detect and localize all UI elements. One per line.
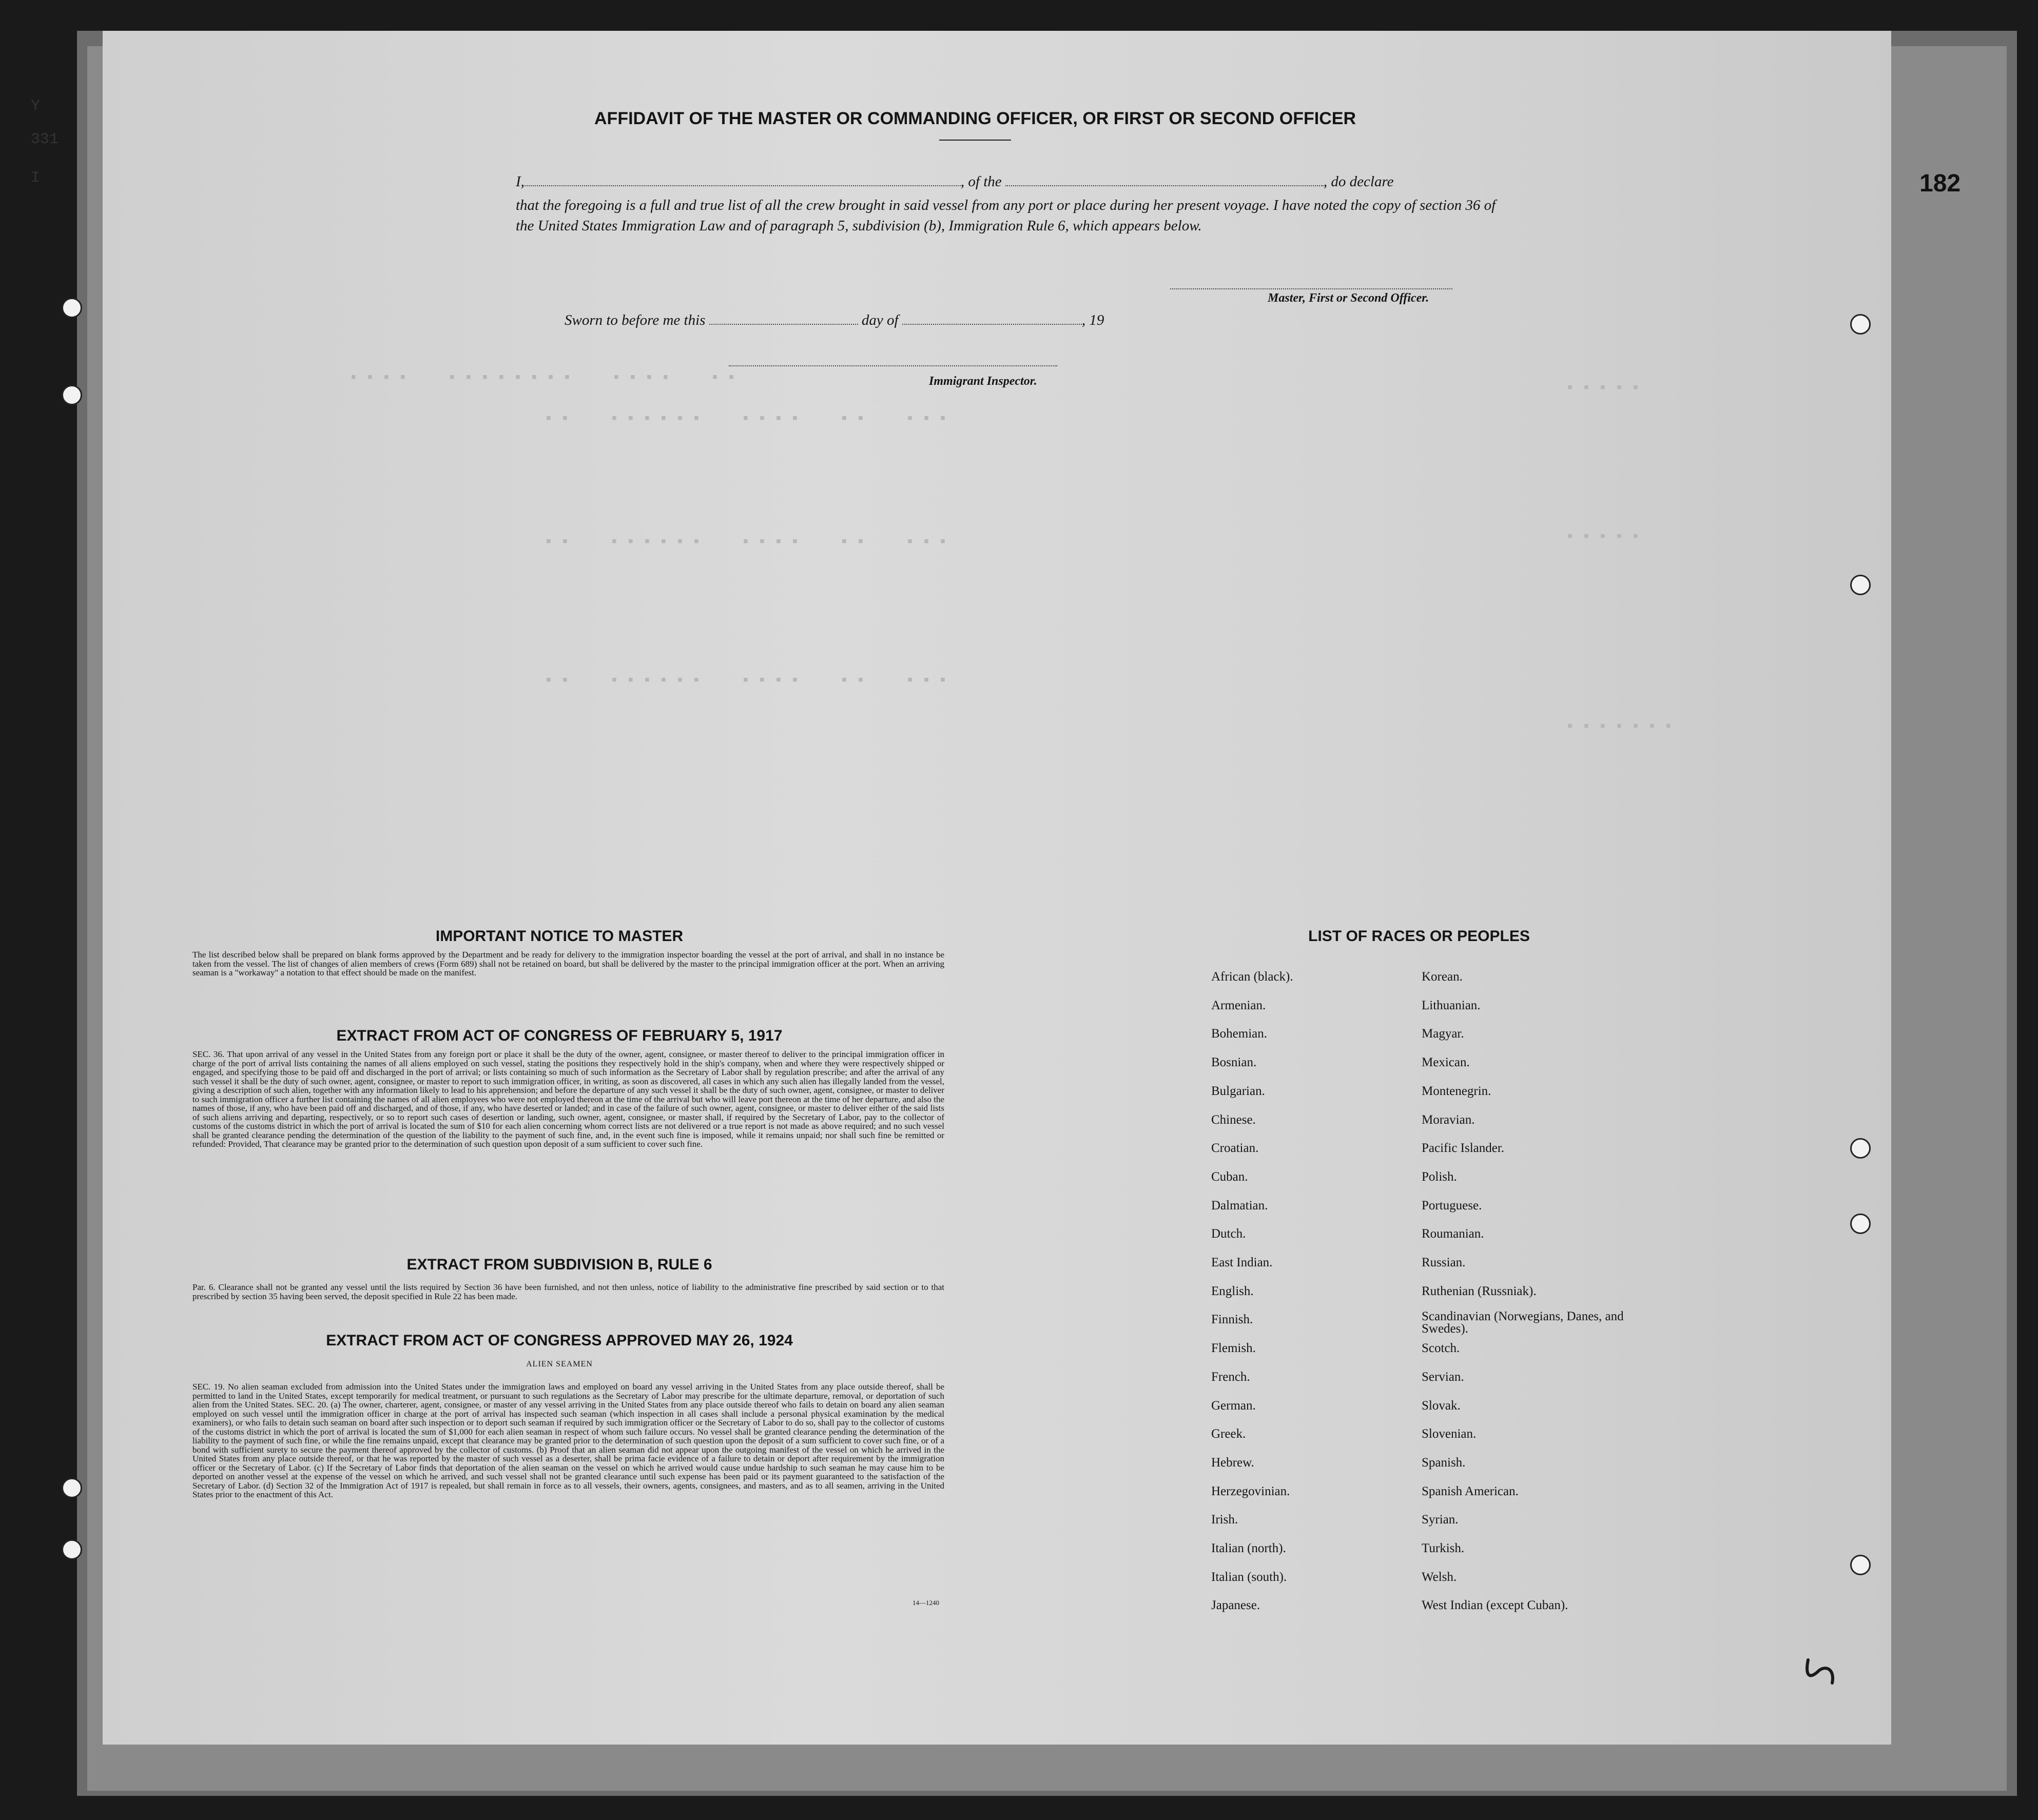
- edge-annotation: 331: [31, 131, 59, 148]
- race-left-item: Armenian.: [1211, 998, 1266, 1012]
- sworn-line: [565, 312, 1104, 329]
- affidavit-title: AFFIDAVIT OF THE MASTER OR COMMANDING OFFICER, OR FIRST OR SECOND OFFICER: [594, 109, 1356, 128]
- race-right-item: Spanish American.: [1422, 1484, 1519, 1498]
- race-left-item: Herzegovinian.: [1211, 1484, 1290, 1498]
- race-right-item: Roumanian.: [1422, 1227, 1484, 1241]
- race-left-item: Bosnian.: [1211, 1055, 1257, 1070]
- bleed-through-text: ▪▪▪▪▪: [1565, 529, 1648, 546]
- race-left-item: Croatian.: [1211, 1141, 1259, 1156]
- extract-1924-title: EXTRACT FROM ACT OF CONGRESS APPROVED MAY 26, 1924: [326, 1332, 793, 1349]
- race-left-item: Irish.: [1211, 1513, 1238, 1527]
- binder-hole: [1850, 1214, 1871, 1234]
- binder-hole: [62, 298, 82, 318]
- race-right-item: Welsh.: [1422, 1570, 1457, 1584]
- race-right-item: Mexican.: [1422, 1055, 1470, 1070]
- declaration-declare: , do declare: [1323, 173, 1394, 190]
- vessel-blank: [1005, 185, 1324, 186]
- race-right-item: Portuguese.: [1422, 1198, 1482, 1212]
- extract-1924-subtitle: ALIEN SEAMEN: [526, 1360, 593, 1368]
- sworn-year: , 19: [1081, 312, 1104, 328]
- notice-title: IMPORTANT NOTICE TO MASTER: [435, 928, 684, 945]
- binder-hole: [62, 1539, 82, 1560]
- extract-1917-title: EXTRACT FROM ACT OF CONGRESS OF FEBRUARY 5, 1917: [336, 1027, 783, 1044]
- race-left-item: Japanese.: [1211, 1598, 1260, 1613]
- bleed-through-text: ▪▪▪▪▪▪▪: [1565, 718, 1681, 736]
- race-right-item: Ruthenian (Russniak).: [1422, 1284, 1537, 1298]
- race-right-item: Pacific Islander.: [1422, 1141, 1505, 1156]
- race-right-item: West Indian (except Cuban).: [1422, 1598, 1568, 1613]
- declaration-i: I,: [516, 173, 525, 190]
- form-number: 14—1240: [913, 1599, 939, 1607]
- race-right-item: Lithuanian.: [1422, 998, 1481, 1012]
- bleed-through-text: ▪▪ ▪▪▪▪▪▪ ▪▪▪▪ ▪▪ ▪▪▪: [544, 534, 955, 551]
- race-left-item: Hebrew.: [1211, 1455, 1254, 1470]
- race-right-item: Moravian.: [1422, 1112, 1475, 1127]
- race-left-item: Finnish.: [1211, 1313, 1253, 1327]
- races-title: LIST OF RACES OR PEOPLES: [1308, 928, 1530, 945]
- bleed-through-text: ▪▪▪▪▪: [1565, 380, 1648, 397]
- race-right-item: Spanish.: [1422, 1455, 1466, 1470]
- sworn-prefix: Sworn to before me this: [565, 312, 706, 328]
- bleed-through-text: ▪▪▪▪ ▪▪▪▪▪▪▪▪ ▪▪▪▪ ▪▪: [349, 369, 744, 387]
- race-left-item: Flemish.: [1211, 1341, 1256, 1356]
- title-underline: [939, 140, 1011, 141]
- race-left-item: Chinese.: [1211, 1112, 1256, 1127]
- binder-hole: [62, 385, 82, 405]
- notice-text: The list described below shall be prepared on blank forms approved by the Department and be ready for delivery to the immigration inspector boarding the vessel at the port of arrival, and shall in no instance be taken from the vessel. The list of changes of alien members of crews (Form 689) shall not be retained on board, but shall be delivered by the master to the principal immigration officer at the port. When an arriving seaman is a "workaway" a notation to that effect should be made on the manifest.: [192, 950, 944, 977]
- extract-1924-text: SEC. 19. No alien seaman excluded from admission into the United States under the immigration laws and employed on board any vessel arriving in the United States from any place outside thereof, shall be permitted to land in the United States, except temporarily for medical treatment, or pursuant to such regulations as the Secretary of Labor may prescribe for the ultimate departure, removal, or deportation of such alien from the United States. SEC. 20. (a) The owner, charterer, agent, consignee, or master of any vessel arriving in the United States from any place outside thereof who fails to detain on board any alien seaman employed on such vessel until the immigration officer in charge at the port of arrival has inspected such seaman (which inspection in all cases shall include a personal physical examination by the medical examiners), or who fails to detain such seaman on board after such inspection or to deport such seaman if required by such immigration officer or the Secretary of Labor to do so, shall pay to the collector of customs of the customs district in which the port of arrival is located the sum of $1,000 for each alien seaman in respect of whom such failure occurs. No vessel shall be granted clearance pending the determination of the liability to the payment of such fine, or while the fine remains unpaid, except that clearance may be granted prior to the determination of such question upon the deposit of a sum sufficient to cover such fine, or of a bond with sufficient surety to secure the payment thereof approved by the collector of customs. (b) Proof that an alien seaman did not appear upon the outgoing manifest of the vessel on which he arrived in the United States from any place outside thereof, or that he was reported by the master of such vessel as a deserter, shall be prima facie evidence of a failure to detain or deport after requirement by the immigration officer or the Secretary of Labor. (c) If the Secretary of Labor finds that deportation of the alien seaman on the vessel on which he arrived would cause undue hardship to such seaman he may cause him to be deported on another vessel at the expense of the vessel on which he arrived, and such vessel shall not be granted clearance until such expense has been paid or its payment guaranteed to the satisfaction of the Secretary of Labor. (d) Section 32 of the Immigration Act of 1917 is repealed, but shall remain in force as to all vessels, their owners, agents, consignees, and masters, and as to all seamen, arriving in the United States prior to the enactment of this Act.: [192, 1382, 944, 1499]
- edge-annotation: I: [31, 169, 41, 187]
- binder-hole: [1850, 1555, 1871, 1575]
- race-left-item: Bohemian.: [1211, 1027, 1268, 1041]
- declaration-of: , of the: [960, 173, 1002, 190]
- race-right-item: Scandinavian (Norwegians, Danes, and Swedes).: [1422, 1309, 1624, 1336]
- race-left-item: English.: [1211, 1284, 1254, 1298]
- signature-label: Master, First or Second Officer.: [1268, 291, 1429, 305]
- extract-1917-text: SEC. 36. That upon arrival of any vessel in the United States from any foreign port or place it shall be the duty of the owner, agent, consignee, or master thereof to deliver to the principal immigration officer in charge of the port of arrival lists containing the names of all aliens employed on such vessel, stating the positions they respectively hold in the ship's company, when and where they were respectively shipped or engaged, and specifying those to be paid off and discharged in the port of arrival; or lists containing so much of such information as the Secretary of Labor shall by regulation prescribe; and after the arrival of any such vessel it shall be the duty of such owner, agent, consignee, or master to report to such immigration officer, in writing, as soon as discovered, all cases in which any such alien has illegally landed from the vessel, giving a description of such alien, together with any information likely to lead to his apprehension; and before the departure of any such vessel it shall be the duty of such owner, agent, consignee, or master to deliver to such immigration officer a further list containing the names of all alien employees who were not employed thereon at the time of the arrival but who will leave port thereon at the time of her departure, and also the names of those, if any, who have been paid off and discharged, and of those, if any, who have deserted or landed; and in case of the failure of such owner, agent, consignee, or master to deliver either of the said lists of such aliens arriving and departing, respectively, or so to report such cases of desertion or landing, such owner, agent, consignee, or master shall, if required by the Secretary of Labor, pay to the collector of customs of the customs district in which the port of arrival is located the sum of $10 for each alien concerning whom correct lists are not delivered or a true report is not made as above required; and no such vessel shall be granted clearance pending the determination of the question of the liability to the payment of such fine, and, in the event such fine is imposed, while it remains unpaid; nor shall such fine be remitted or refunded: Provided, That clearance may be granted prior to the determination of such question upon deposit of a sum sufficient to cover such fine.: [192, 1049, 944, 1149]
- extract-rule6-title: EXTRACT FROM SUBDIVISION B, RULE 6: [406, 1256, 712, 1273]
- race-left-item: German.: [1211, 1398, 1256, 1413]
- name-blank: [525, 185, 961, 186]
- affidavit-paragraph: that the foregoing is a full and true list of all the crew brought in said vessel from any port or place during her present voyage. I have noted the copy of section 36 of the United States Immigration Law and of paragraph 5, subdivision (b), Immigration Rule 6, which appears below.: [516, 197, 1496, 234]
- bleed-through-text: ▪▪ ▪▪▪▪▪▪ ▪▪▪▪ ▪▪ ▪▪▪: [544, 410, 955, 428]
- inspector-signature-line: [729, 365, 1057, 366]
- day-blank: [709, 324, 858, 325]
- race-left-item: Dalmatian.: [1211, 1198, 1268, 1212]
- race-left-item: French.: [1211, 1369, 1250, 1384]
- month-blank: [902, 324, 1082, 325]
- race-right-item: Russian.: [1422, 1256, 1466, 1269]
- race-right-item: Syrian.: [1422, 1513, 1459, 1527]
- race-left-item: Dutch.: [1211, 1227, 1246, 1241]
- edge-annotation: Y: [31, 97, 41, 115]
- race-right-item: Montenegrin.: [1422, 1084, 1491, 1098]
- race-right-item: Slovenian.: [1422, 1427, 1477, 1441]
- page-number: 182: [1919, 170, 1961, 197]
- inspector-label: Immigrant Inspector.: [929, 375, 1037, 388]
- race-right-item: Servian.: [1422, 1369, 1464, 1384]
- race-left-item: African (black).: [1211, 970, 1293, 984]
- affidavit-declaration-line: [516, 173, 1496, 190]
- race-left-item: Cuban.: [1211, 1169, 1248, 1184]
- binder-hole: [1850, 575, 1871, 595]
- race-left-item: Greek.: [1211, 1427, 1246, 1441]
- race-right-item: Polish.: [1422, 1169, 1457, 1184]
- race-right-item: Turkish.: [1422, 1541, 1465, 1555]
- race-left-item: East Indian.: [1211, 1256, 1273, 1269]
- race-right-item: Slovak.: [1422, 1398, 1461, 1413]
- race-right-item: Korean.: [1422, 970, 1463, 984]
- binder-hole: [1850, 1138, 1871, 1159]
- binder-hole: [1850, 314, 1871, 335]
- extract-rule6-text: Par. 6. Clearance shall not be granted any vessel until the lists required by Section 36 have been furnished, and not then unless, notice of liability to the administrative fine prescribed by said section or to that prescribed by section 35 having been served, the deposit specified in Rule 22 has been made.: [192, 1282, 944, 1301]
- race-right-item: Scotch.: [1422, 1341, 1460, 1356]
- race-left-item: Italian (north).: [1211, 1541, 1286, 1555]
- signature-line: [1170, 288, 1452, 289]
- race-left-item: Bulgarian.: [1211, 1084, 1265, 1098]
- race-left-item: Italian (south).: [1211, 1570, 1287, 1584]
- sworn-day-of: day of: [861, 312, 899, 328]
- bleed-through-text: ▪▪ ▪▪▪▪▪▪ ▪▪▪▪ ▪▪ ▪▪▪: [544, 672, 955, 690]
- handwritten-mark: [1804, 1655, 1840, 1691]
- binder-hole: [62, 1478, 82, 1498]
- race-right-item: Magyar.: [1422, 1027, 1464, 1041]
